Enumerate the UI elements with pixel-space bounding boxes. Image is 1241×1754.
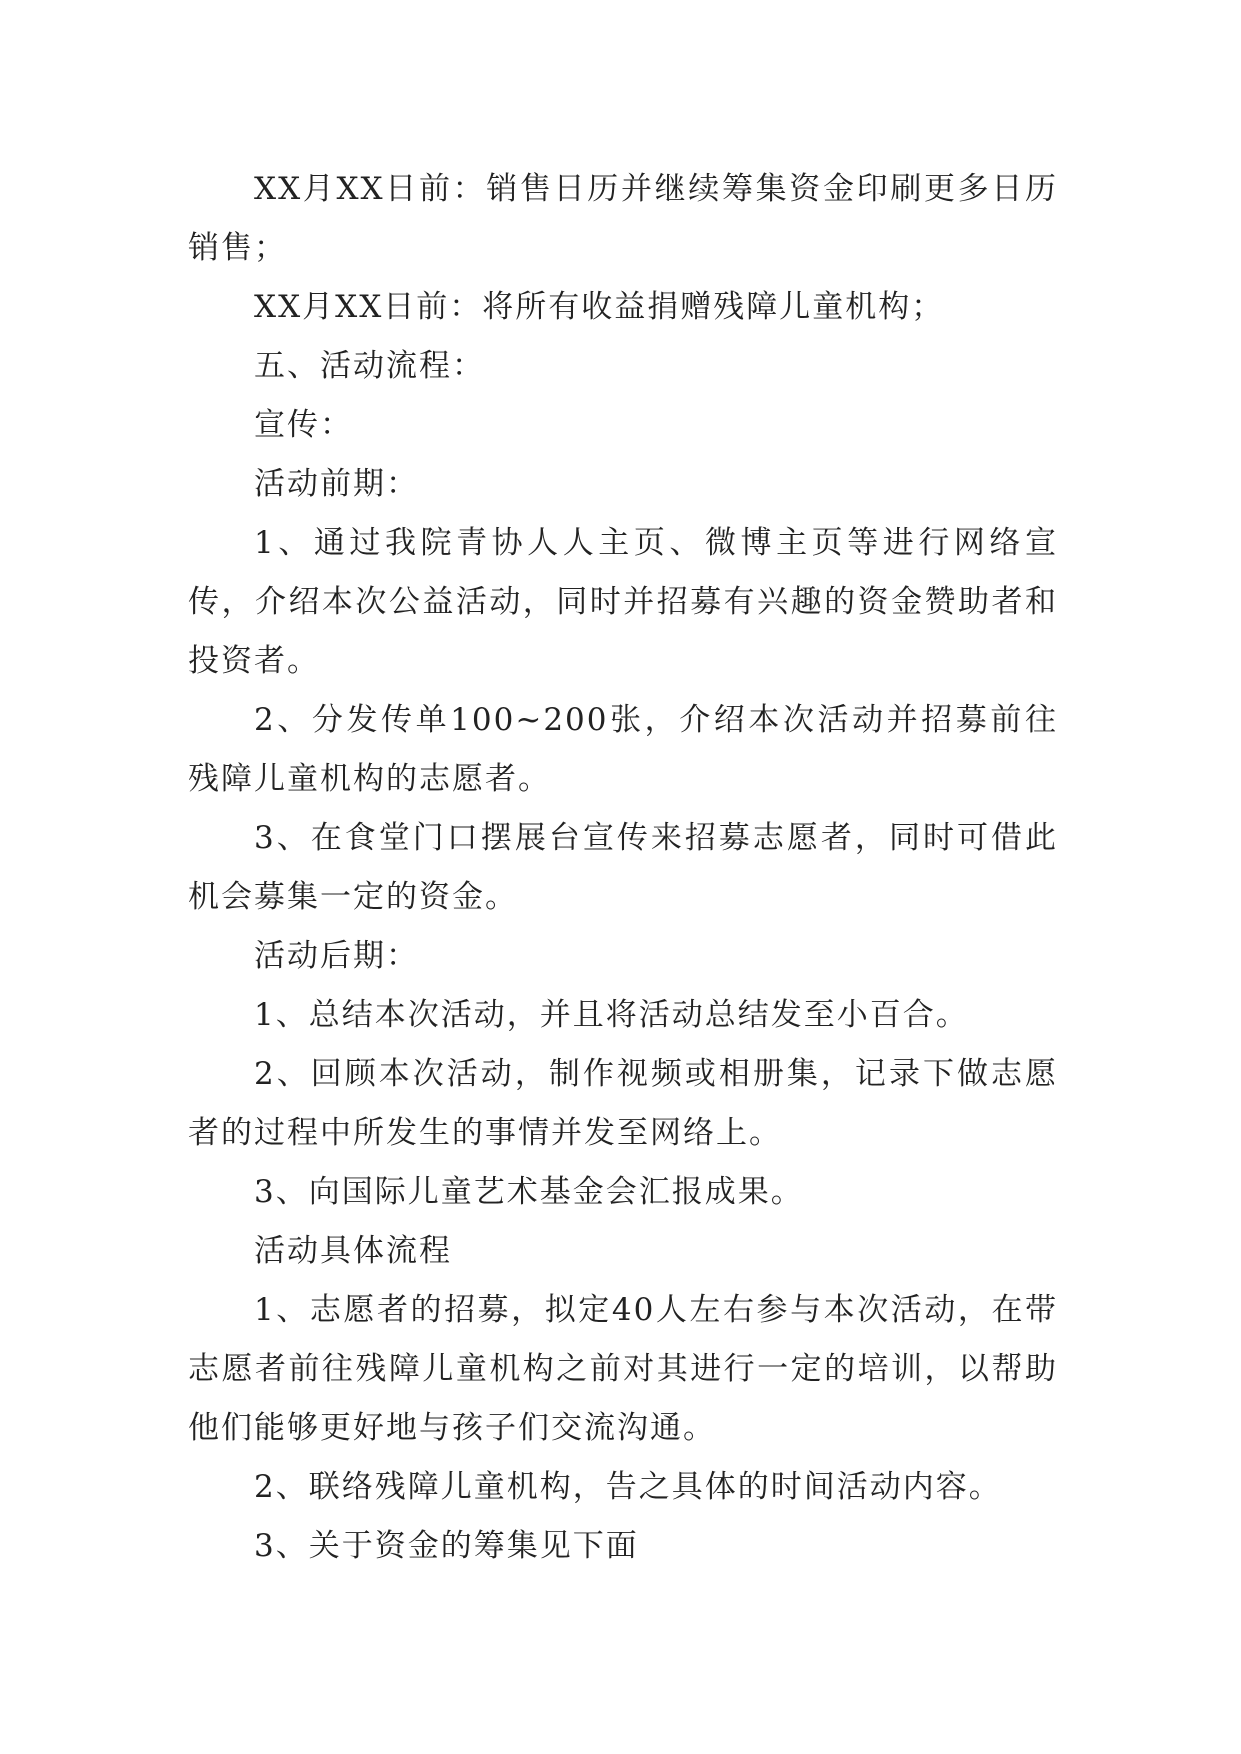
subheading-publicity: 宣传： [254,407,353,443]
section-heading-activity-process: 五、活动流程： [254,348,485,384]
list-item-pre-3: 3、在食堂门口摆展台宣传来招募志愿者，同时可借此机会募集一定的资金。 [188,820,1058,915]
list-item-post-2: 2、回顾本次活动，制作视频或相册集，记录下做志愿者的过程中所发生的事情并发至网络上。 [188,1056,1058,1151]
list-item-pre-1: 1、通过我院青协人人主页、微博主页等进行网络宣传，介绍本次公益活动，同时并招募有兴趣的资金赞助者和投资者。 [188,525,1058,679]
list-item-detail-3: 3、关于资金的筹集见下面 [254,1528,639,1564]
subheading-post-activity: 活动后期： [254,938,419,974]
list-item-pre-2: 2、分发传单100~200张，介绍本次活动并招募前往残障儿童机构的志愿者。 [188,702,1058,797]
subheading-detailed-process: 活动具体流程 [254,1233,452,1269]
list-item-post-1: 1、总结本次活动，并且将活动总结发至小百合。 [254,997,969,1033]
document-body [188,160,1058,1576]
subheading-pre-activity: 活动前期： [254,466,419,502]
list-item-post-3: 3、向国际儿童艺术基金会汇报成果。 [254,1174,804,1210]
list-item-detail-1: 1、志愿者的招募，拟定40人左右参与本次活动，在带志愿者前往残障儿童机构之前对其进行一定的培训，以帮助他们能够更好地与孩子们交流沟通。 [188,1292,1058,1446]
list-item-detail-2: 2、联络残障儿童机构，告之具体的时间活动内容。 [254,1469,1002,1505]
paragraph-schedule-sales: XX月XX日前：销售日历并继续筹集资金印刷更多日历销售； [188,171,1058,266]
paragraph-schedule-donation: XX月XX日前：将所有收益捐赠残障儿童机构； [254,289,945,325]
